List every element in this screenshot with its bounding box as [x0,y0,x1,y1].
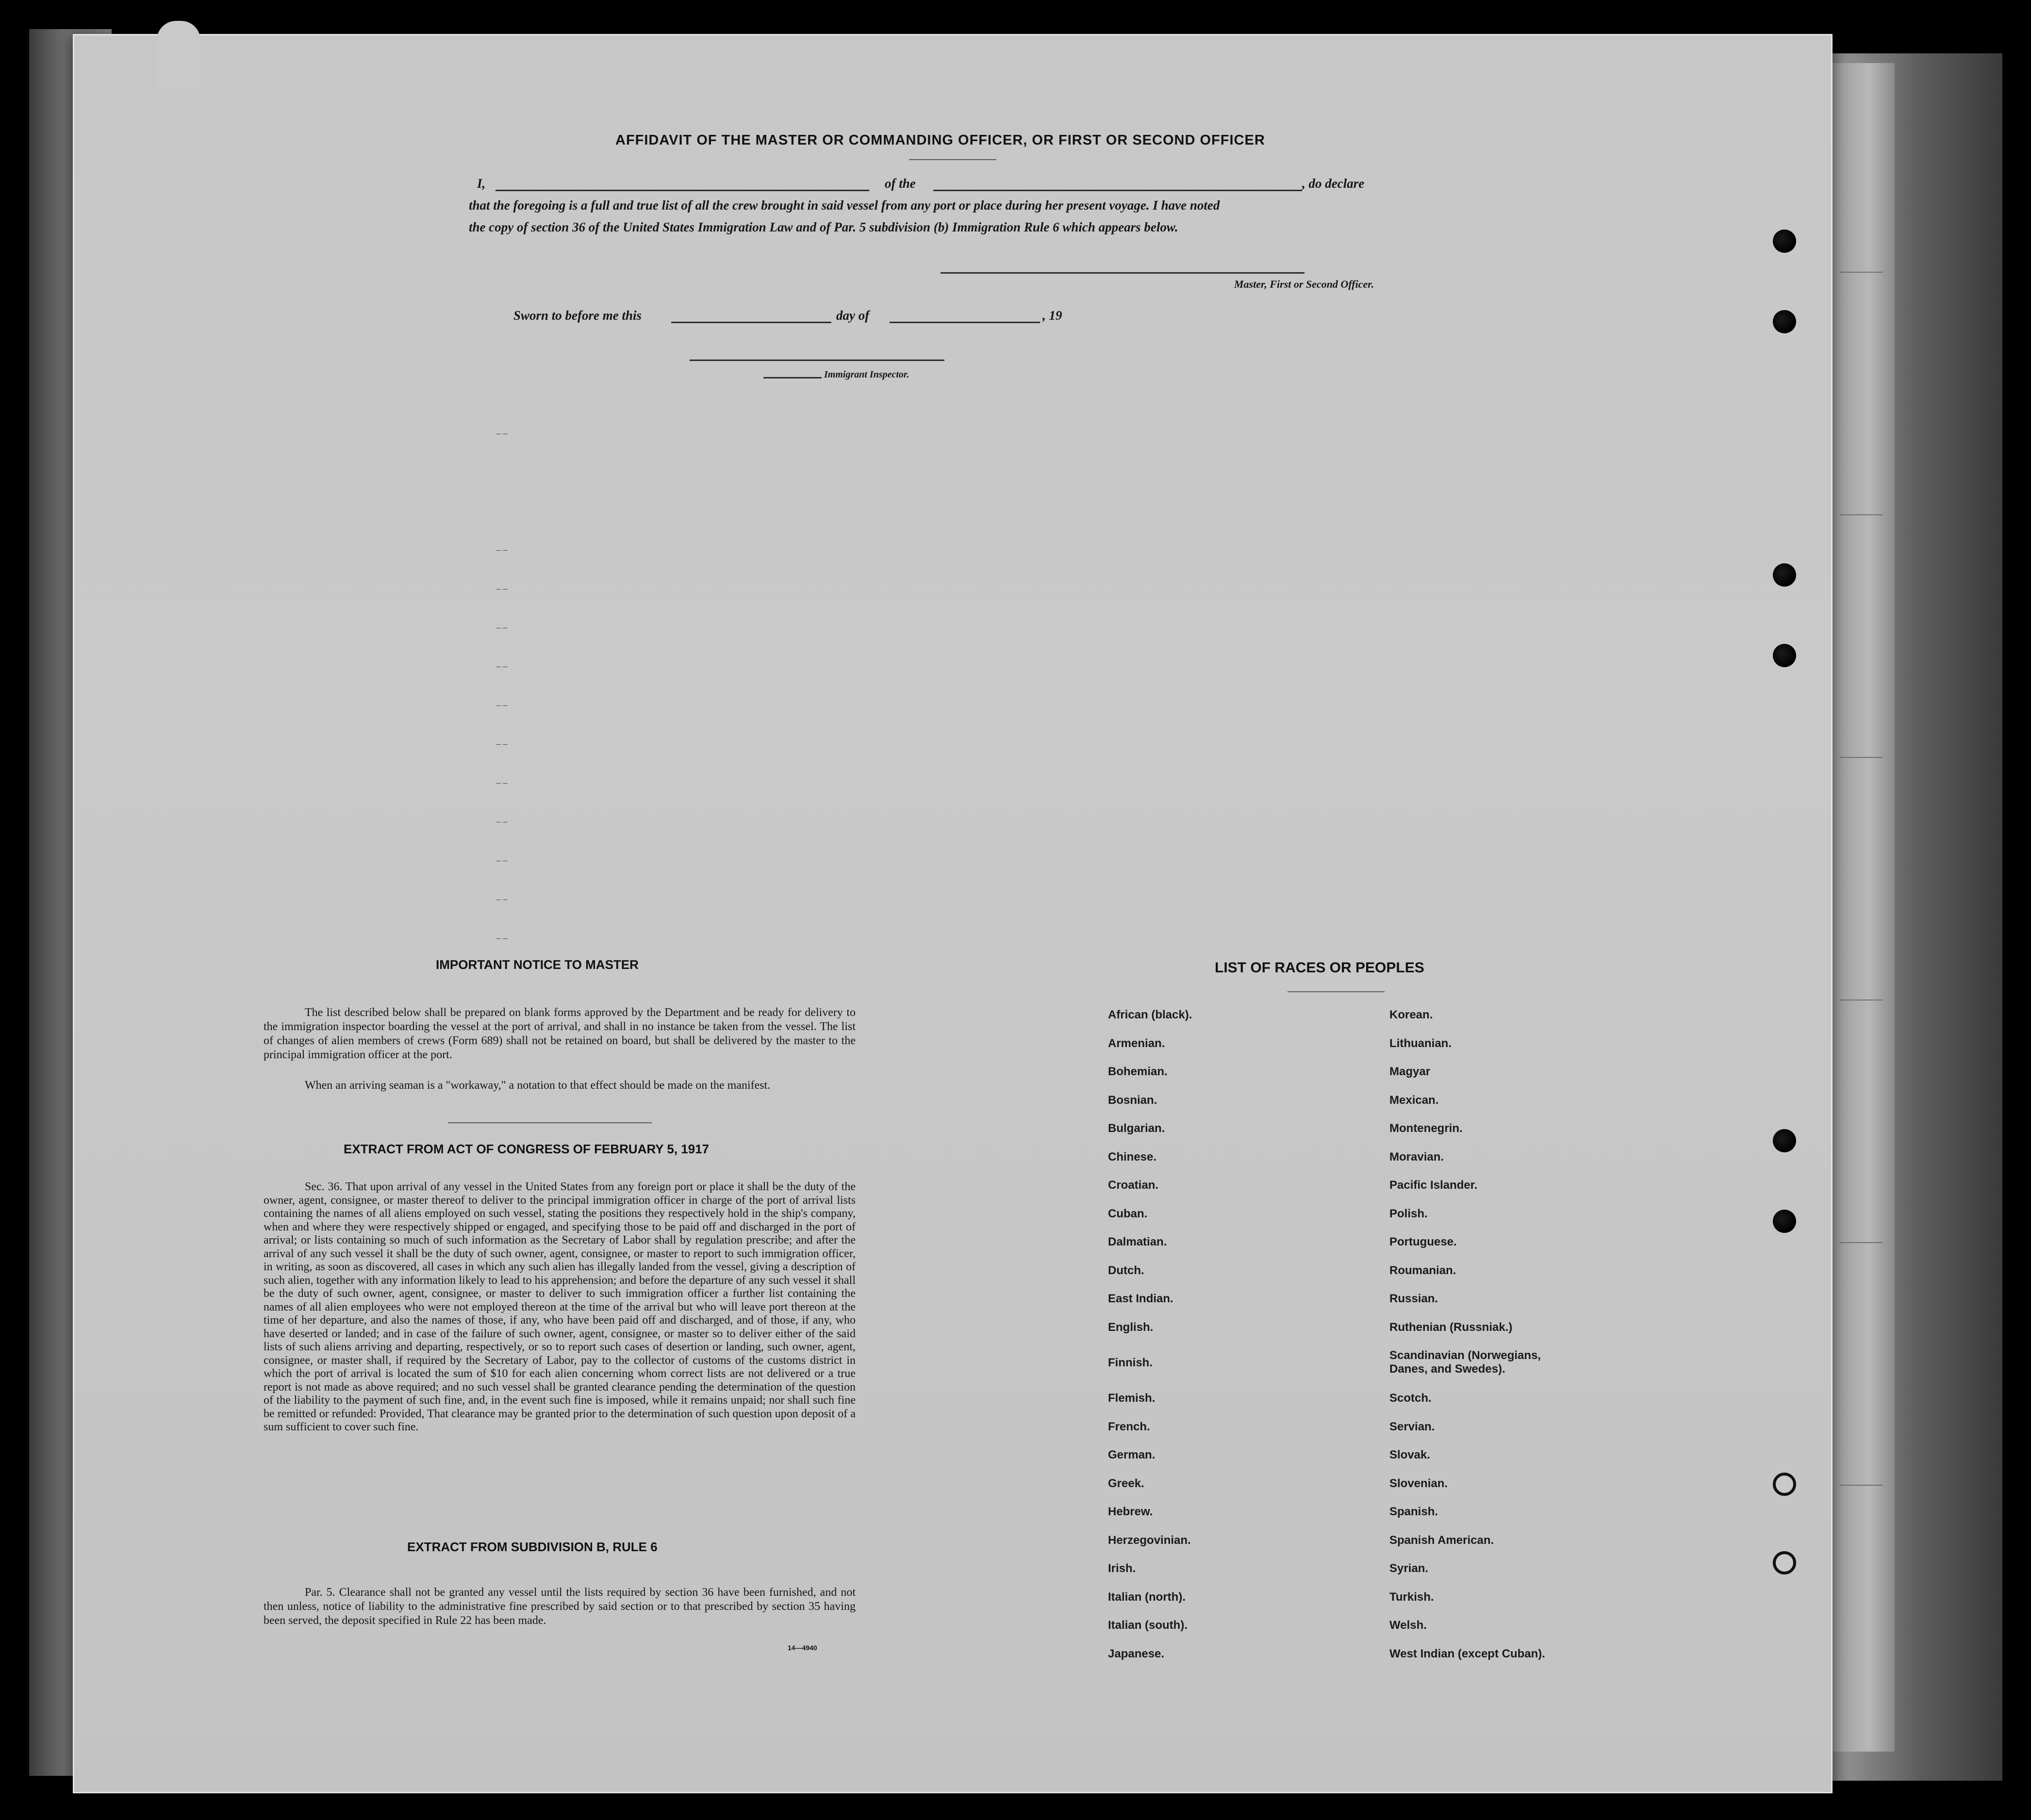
title-underline [909,159,996,160]
race-item: African (black). [1108,1008,1192,1021]
race-item: Mexican. [1389,1093,1439,1107]
binder-hole-ring [1773,1551,1796,1574]
race-item: French. [1108,1420,1150,1433]
page-tab [157,21,200,89]
race-item: Bulgarian. [1108,1122,1165,1135]
extract-rule-body: Par. 5. Clearance shall not be granted any vessel until the lists required by section 36 have been furnished, and not then unless, notice of liability to the administrative fine prescribed by said section or to that prescribed by section 35 having been served, the deposit specified in Rule 22 has been made. [264,1586,856,1627]
race-item: Spanish American. [1389,1533,1494,1547]
sworn-day-field[interactable] [671,322,831,323]
races-underline [1288,991,1385,992]
race-item: Servian. [1389,1420,1435,1433]
binder-hole [1773,644,1796,667]
tick-mark: ‒ ‒ [496,894,508,904]
declarant-name-field[interactable] [495,190,869,191]
tick-mark: ‒ ‒ [496,623,508,632]
tick-mark: ‒ ‒ [496,817,508,826]
affidavit-line1-middle: of the [885,176,916,191]
notice-divider [448,1122,652,1123]
race-item: Bosnian. [1108,1093,1157,1107]
affidavit-line3: the copy of section 36 of the United States Immigration Law and of Par. 5 subdivision (b) Immigration Rule 6 which appears below. [469,220,1178,234]
binder-hole [1773,230,1796,253]
extract-act-body: Sec. 36. That upon arrival of any vessel in the United States from any foreign port or place it shall be the duty of the owner, agent, consignee, or master thereof to deliver to the principal immigration officer in charge of the port of arrival lists containing the names of all aliens employed on such vessel, stating the positions they respectively hold in the ship's company, when and where they were respectively shipped or engaged, and specifying those to be paid off and discharged in the port of arrival; or lists containing so much of such information as the Secretary of Labor shall by regulation prescribe; and after the arrival of any such vessel it shall be the duty of such owner, agent, consignee, or master to report to such immigration officer, in writing, as soon as discovered, all cases in which any such alien has illegally landed from the vessel, giving a description of such alien, together with any information likely to lead to his apprehension; and before the departure of any such vessel it shall be the duty of such owner, agent, consignee, or master to deliver to such immigration officer a further list containing the names of all alien employees who were not employed thereon at the time of the arrival but who will leave port thereon at the time of her departure, and also the names of those, if any, who have been paid off and discharged, and of those, if any, who have deserted or landed; and in case of the failure of such owner, agent, consignee, or master so to deliver either of the said lists of such aliens arriving and departing, respectively, or so to report such cases of desertion or landing, such owner, agent, consignee, or master shall, if required by the Secretary of Labor, pay to the collector of customs of the customs district in which the port of arrival is located the sum of $10 for each alien concerning whom correct lists are not delivered or a true report is not made as above required; and no such vessel shall be granted clearance pending the determination of the question of the liability to the payment of such fine, and, in the event such fine is imposed, while it remains unpaid; nor shall such fine be remitted or refunded: Provided, That clearance may be granted prior to the determination of such question upon deposit of a sum sufficient to cover such fine. [264,1181,856,1433]
race-item: Finnish. [1108,1356,1153,1369]
binder-hole [1773,1210,1796,1233]
back-sheet-ruled [1830,63,1895,1752]
race-item: Spanish. [1389,1505,1438,1518]
race-item: Scandinavian (Norwegians, Danes, and Swedes). [1389,1349,1541,1376]
tick-mark: ‒ ‒ [496,661,508,671]
race-item: Ruthenian (Russniak.) [1389,1320,1513,1334]
race-item: Turkish. [1389,1590,1434,1604]
race-item: Greek. [1108,1476,1144,1490]
sworn-prefix: Sworn to before me this [513,308,642,323]
master-signature-field[interactable] [941,272,1304,274]
affidavit-line1-suffix: , do declare [1302,176,1365,191]
race-item: Slovak. [1389,1448,1431,1461]
affidavit-line2: that the foregoing is a full and true list of all the crew brought in said vessel from any port or place during her present voyage. I have noted [469,198,1220,213]
race-item: Roumanian. [1389,1263,1456,1277]
race-item: Korean. [1389,1008,1433,1021]
tick-mark: ‒ ‒ [496,584,508,593]
inspector-label: Immigrant Inspector. [824,369,909,380]
race-item: Dutch. [1108,1263,1144,1277]
extract-act-heading: EXTRACT FROM ACT OF CONGRESS OF FEBRUARY 5, 1917 [344,1142,710,1156]
notice-para-1: The list described below shall be prepared on blank forms approved by the Department and be ready for delivery to the immigration inspector boarding the vessel at the port of arrival, and shall in no instance be taken from the vessel. The list of changes of alien members of crews (Form 689) shall not be retained on board, but shall be delivered by the master to the principal immigration officer at the port. [264,1006,856,1061]
race-item: Moravian. [1389,1150,1444,1164]
inspector-name-field[interactable] [763,377,822,378]
manifest-page [73,34,1833,1793]
race-item: German. [1108,1448,1156,1461]
binder-hole [1773,1129,1796,1152]
race-item: East Indian. [1108,1292,1173,1305]
race-item: Lithuanian. [1389,1036,1452,1050]
ruled-line [1839,1485,1883,1486]
tick-mark: ‒ ‒ [496,855,508,865]
race-item: Croatian. [1108,1179,1159,1192]
tick-mark: ‒ ‒ [496,739,508,749]
ruled-line [1839,1242,1883,1243]
races-heading: LIST OF RACES OR PEOPLES [1215,960,1424,976]
race-item: West Indian (except Cuban). [1389,1647,1545,1660]
tick-mark: ‒ ‒ [496,778,508,787]
races-right-column [1389,1008,1545,1675]
extract-rule-heading: EXTRACT FROM SUBDIVISION B, RULE 6 [407,1540,658,1554]
tick-mark: ‒ ‒ [496,428,508,438]
race-item: Herzegovinian. [1108,1533,1191,1547]
race-item: Magyar [1389,1065,1431,1078]
race-item: Japanese. [1108,1647,1165,1660]
race-item: Dalmatian. [1108,1235,1167,1248]
race-item: Italian (south). [1108,1619,1188,1632]
vessel-name-field[interactable] [933,190,1302,191]
race-item: Montenegrin. [1389,1122,1463,1135]
race-item: Armenian. [1108,1036,1165,1050]
notice-para-2: When an arriving seaman is a "workaway," a notation to that effect should be made on the manifest. [305,1079,771,1092]
race-item: Hebrew. [1108,1505,1153,1518]
inspector-signature-line[interactable] [690,360,944,361]
binder-hole [1773,310,1796,333]
form-number: 14—4940 [788,1644,817,1652]
sworn-month-field[interactable] [890,322,1040,323]
ruled-line [1839,272,1883,273]
tick-mark: ‒ ‒ [496,933,508,943]
race-item: Flemish. [1108,1392,1156,1405]
notice-heading: IMPORTANT NOTICE TO MASTER [436,957,639,972]
affidavit-line1-prefix: I, [477,176,486,191]
race-item: Italian (north). [1108,1590,1186,1604]
master-signature-label: Master, First or Second Officer. [1234,278,1374,290]
race-item: Pacific Islander. [1389,1179,1478,1192]
ruled-line [1839,514,1883,515]
sworn-year: , 19 [1042,308,1062,323]
race-item: Slovenian. [1389,1476,1448,1490]
binder-hole-ring [1773,1473,1796,1496]
binder-hole [1773,563,1796,587]
tick-mark: ‒ ‒ [496,700,508,710]
race-item: Scotch. [1389,1392,1432,1405]
ruled-line [1839,757,1883,758]
sworn-day-of: day of [836,308,870,323]
race-item: Polish. [1389,1207,1428,1220]
race-item: Cuban. [1108,1207,1148,1220]
race-item: Portuguese. [1389,1235,1457,1248]
race-item: Bohemian. [1108,1065,1168,1078]
race-item: Syrian. [1389,1562,1429,1575]
affidavit-title: AFFIDAVIT OF THE MASTER OR COMMANDING OFFICER, OR FIRST OR SECOND OFFICER [615,132,1265,148]
race-item: Irish. [1108,1562,1136,1575]
race-item: English. [1108,1320,1154,1334]
race-item: Welsh. [1389,1619,1427,1632]
race-item: Russian. [1389,1292,1438,1305]
race-item: Chinese. [1108,1150,1157,1164]
races-left-column [1108,1008,1192,1675]
tick-mark: ‒ ‒ [496,545,508,555]
